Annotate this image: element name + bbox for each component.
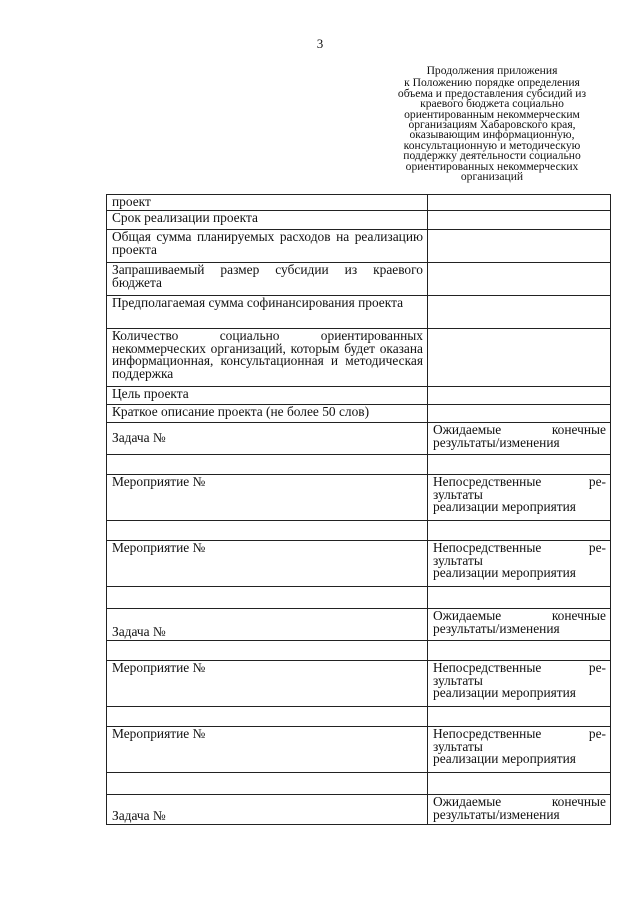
table-row	[107, 405, 611, 423]
table-row	[107, 263, 611, 296]
row-label: Запрашиваемый размер субсидии из краевого бюджета	[107, 263, 428, 296]
blank-row	[107, 641, 611, 661]
row-label: Краткое описание проекта (не более 50 слов)	[107, 405, 428, 423]
appendix-title: Продолжения приложения	[426, 64, 558, 77]
event-results-header	[428, 727, 611, 773]
page-number: 3	[316, 36, 324, 51]
appendix-line: к Положению порядке определения	[404, 76, 580, 90]
blank-cell[interactable]	[107, 707, 428, 727]
table-row	[107, 195, 611, 211]
blank-cell[interactable]	[107, 521, 428, 541]
task-results-header: Ожидаемые конечные результаты/изменения	[428, 609, 611, 641]
task-row	[107, 609, 611, 641]
event-results-line: зультаты	[433, 486, 483, 502]
event-label: Мероприятие №	[107, 661, 428, 707]
event-row	[107, 661, 611, 707]
table-row	[107, 387, 611, 405]
blank-cell[interactable]	[428, 521, 611, 541]
row-value-cell[interactable]	[428, 230, 611, 263]
event-results-hyphen: ре-	[588, 540, 606, 555]
task-label: Задача №	[107, 609, 428, 641]
appendix-line: оказывающим информационную,	[409, 128, 575, 142]
event-results-word: Непосредственные	[433, 474, 542, 489]
event-results-header	[428, 661, 611, 707]
event-results-header	[428, 541, 611, 587]
appendix-line: организаций	[460, 170, 524, 184]
task-results-header: Ожидаемые конечные результаты/изменения	[428, 795, 611, 825]
blank-cell[interactable]	[428, 455, 611, 475]
event-results-line: зультаты	[433, 672, 483, 688]
table-row	[107, 296, 611, 329]
row-value-cell[interactable]	[428, 405, 611, 423]
task-row	[107, 423, 611, 455]
row-label: Срок реализации проекта	[107, 211, 428, 230]
event-label: Мероприятие №	[107, 475, 428, 521]
appendix-line: ориентированным некоммерческим	[404, 107, 580, 121]
event-results-word: Непосредственные	[433, 540, 542, 555]
event-label: Мероприятие №	[107, 541, 428, 587]
event-results-word: Непосредственные	[433, 726, 542, 741]
event-label: Мероприятие №	[107, 727, 428, 773]
blank-row	[107, 455, 611, 475]
blank-cell[interactable]	[107, 455, 428, 475]
event-results-line: реализации мероприятия	[433, 751, 576, 767]
event-row	[107, 541, 611, 587]
row-value-cell[interactable]	[428, 195, 611, 211]
task-label: Задача №	[107, 423, 428, 455]
event-results-line: реализации мероприятия	[433, 685, 576, 701]
row-label: Цель проекта	[107, 387, 428, 405]
project-form-table	[106, 194, 611, 825]
row-label: Предполагаемая сумма софинансирования проекта	[107, 296, 428, 329]
event-results-line: реализации мероприятия	[433, 565, 576, 581]
blank-cell[interactable]	[107, 587, 428, 609]
row-value-cell[interactable]	[428, 387, 611, 405]
blank-cell[interactable]	[107, 641, 428, 661]
row-value-cell[interactable]	[428, 329, 611, 387]
table-row	[107, 329, 611, 387]
blank-cell[interactable]	[428, 641, 611, 661]
appendix-heading	[378, 66, 606, 182]
appendix-line: поддержку деятельности социально	[403, 149, 581, 163]
event-results-header	[428, 475, 611, 521]
blank-row	[107, 521, 611, 541]
blank-cell[interactable]	[428, 707, 611, 727]
table-row	[107, 211, 611, 230]
event-results-line: зультаты	[433, 738, 483, 754]
task-label: Задача №	[107, 795, 428, 825]
row-label: Общая сумма планируемых расходов на реализацию проекта	[107, 230, 428, 263]
event-row	[107, 475, 611, 521]
event-results-hyphen: ре-	[588, 474, 606, 489]
row-value-cell[interactable]	[428, 296, 611, 329]
event-results-hyphen: ре-	[588, 726, 606, 741]
event-row	[107, 727, 611, 773]
table-row	[107, 230, 611, 263]
event-results-line: реализации мероприятия	[433, 499, 576, 515]
row-value-cell[interactable]	[428, 211, 611, 230]
blank-cell[interactable]	[428, 587, 611, 609]
appendix-line: краевого бюджета социально	[420, 97, 564, 111]
event-results-word: Непосредственные	[433, 660, 542, 675]
row-label: проект	[107, 195, 428, 211]
event-results-line: зультаты	[433, 552, 483, 568]
task-row	[107, 795, 611, 825]
row-label: Количество социально ориентированных некоммерческих организаций, которым будет оказана информационная, консультационная и методическая поддержка	[107, 329, 428, 387]
event-results-hyphen: ре-	[588, 660, 606, 675]
task-results-header: Ожидаемые конечные результаты/изменения	[428, 423, 611, 455]
blank-cell[interactable]	[428, 773, 611, 795]
blank-row	[107, 587, 611, 609]
blank-cell[interactable]	[107, 773, 428, 795]
row-value-cell[interactable]	[428, 263, 611, 296]
appendix-line: ориентированных некоммерческих	[405, 159, 579, 173]
appendix-line: объема и предоставления субсидий из	[397, 86, 587, 100]
appendix-line: организациям Хабаровского края,	[408, 118, 576, 132]
blank-row	[107, 707, 611, 727]
appendix-line: консультационную и методическую	[403, 138, 581, 152]
blank-row	[107, 773, 611, 795]
